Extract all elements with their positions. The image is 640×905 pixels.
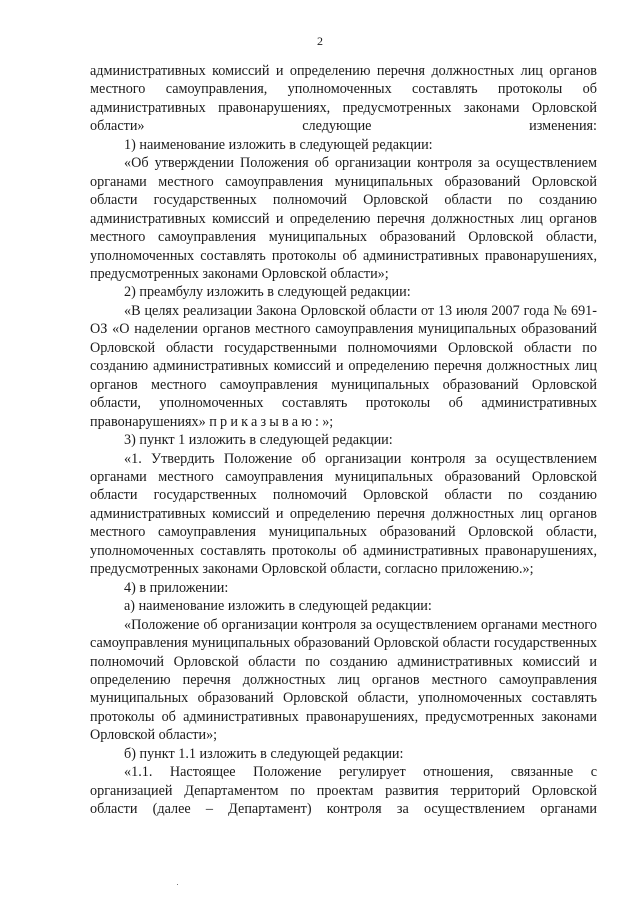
preamble-text: «В целях реализации Закона Орловской области от 13 июля 2007 года № 691-ОЗ «О наделении органов местного самоуправления муниципальных образований Орловской области государственными полномочиями Орловской области по созданию административных комиссий и определению перечня должностных лиц органов местного самоуправления муниципальных образований Орловской области, уполномоченных составлять протоколы об административных правонарушениях» <box>90 302 597 430</box>
document-body <box>90 62 597 819</box>
paragraph-item-2-heading: 2) преамбулу изложить в следующей редакции: <box>124 284 411 301</box>
paragraph-item-2-quote <box>90 302 597 431</box>
paragraph-subitem-b-heading: б) пункт 1.1 изложить в следующей редакции: <box>124 745 404 762</box>
paragraph-intro-continuation: административных комиссий и определению перечня должностных лиц органов местного самоуправления, уполномоченных составлять протоколы об административных правонарушениях, предусмотренных законами Орловской области» следующие изменения: <box>90 63 597 135</box>
paragraph-subitem-a-quote: «Положение об организации контроля за осуществлением органами местного самоуправления муниципальных образований Орловской области государственных полномочий Орловской области по созданию административных комиссий и определению перечня должностных лиц органов местного самоуправления муниципальных образований Орловской области, уполномоченных составлять протоколы об административных правонарушениях, предусмотренных законами Орловской области»; <box>90 616 597 744</box>
paragraph-item-4-heading: 4) в приложении: <box>124 579 229 596</box>
paragraph-item-1-heading: 1) наименование изложить в следующей редакции: <box>124 136 433 153</box>
scan-speck <box>177 884 178 885</box>
page-number: 2 <box>317 34 323 48</box>
paragraph-item-1-quote: «Об утверждении Положения об организации контроля за осуществлением органами местного самоуправления муниципальных образований Орловской области государственных полномочий Орловской области по созданию административных комиссий и определению перечня должностных лиц органов местного самоуправления муниципальных образований Орловской области, уполномоченных составлять протоколы об административных правонарушениях, предусмотренных законами Орловской области»; <box>90 155 597 282</box>
paragraph-subitem-a-heading: а) наименование изложить в следующей редакции: <box>124 598 432 615</box>
preamble-tail: »; <box>322 413 334 430</box>
paragraph-item-3-heading: 3) пункт 1 изложить в следующей редакции: <box>124 432 393 449</box>
paragraph-item-3-quote: «1. Утвердить Положение об организации контроля за осуществлением органами местного самоуправления муниципальных образований Орловской области государственных полномочий Орловской области по созданию административных комиссий и определению перечня должностных лиц органов местного самоуправления муниципальных образований Орловской области, уполномоченных составлять протоколы об административных правонарушениях, предусмотренных законами Орловской области, согласно приложению.»; <box>90 450 597 578</box>
order-word: приказываю: <box>209 413 323 430</box>
paragraph-subitem-b-quote: «1.1. Настоящее Положение регулирует отношения, связанные с организацией Департаментом по проектам развития территорий Орловской области (далее – Департамент) контроля за осуществлением органами <box>90 764 597 818</box>
